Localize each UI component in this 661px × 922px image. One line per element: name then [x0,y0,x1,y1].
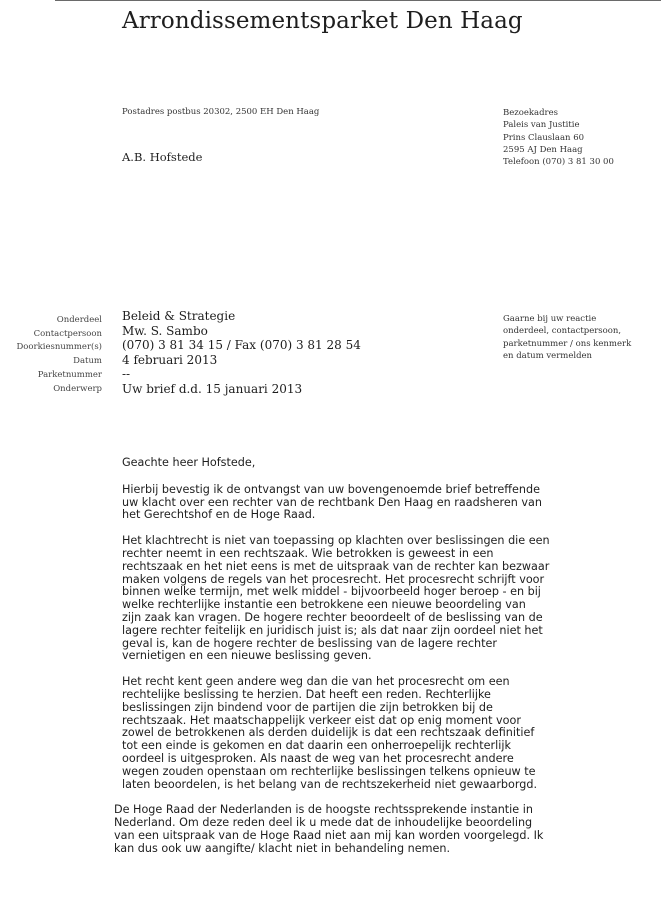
reply-note-line: parketnummer / ons kenmerk [503,338,632,349]
paragraph-line: uw klacht over een rechter van de rechtbank Den Haag en raadsheren van [122,495,542,509]
paragraph-line: De Hoge Raad der Nederlanden is de hoogste rechtssprekende instantie in [114,803,533,817]
visit-address-line: Telefoon (070) 3 81 30 00 [503,157,614,168]
visit-address-line: Prins Clauslaan 60 [503,132,585,143]
postal-address: Postadres postbus 20302, 2500 EH Den Haag [122,107,320,117]
top-rule [55,0,661,1]
paragraph-line: kan dus ook uw aangifte/ klacht niet in behandeling nemen. [114,841,451,855]
paragraph [114,804,654,855]
meta-value-contact: Mw. S. Sambo [122,323,208,338]
meta-label: Contactpersoon [33,328,102,339]
paragraph [122,484,642,522]
paragraph-line: zowel de betrokkenen als derden duidelijk is dat een rechtszaak definitief [122,726,535,740]
recipient-name: A.B. Hofstede [122,150,203,164]
paragraph-line: laten beoordelen, is het belang van de rechtszekerheid niet gewaarborgd. [122,777,538,791]
meta-value-case-number: -- [122,367,131,382]
meta-label: Parketnummer [37,369,102,380]
meta-value-subject: Uw brief d.d. 15 januari 2013 [122,381,303,396]
paragraph [122,676,642,791]
visit-address-line: 2595 AJ Den Haag [503,144,583,155]
paragraph-line: wegen zouden openstaan om rechterlijke beslissingen telkens opnieuw te [122,764,536,778]
visit-address-line: Paleis van Justitie [503,120,580,131]
paragraph-line: Het recht kent geen andere weg dan die van het procesrecht om een [122,675,510,689]
meta-values [122,309,361,397]
paragraph-line: Nederland. Om deze reden deel ik u mede dat de inhoudelijke beoordeling [114,816,533,830]
paragraph-line: rechtelijke beslissing te herzien. Dat heeft een reden. Rechterlijke [122,687,491,701]
paragraph-line: geval is, kan de hogere rechter de beslissing van de lagere rechter [122,636,497,650]
paragraph-line: welke rechterlijke instantie een betrokkene een nieuwe beoordeling van [122,598,526,612]
salutation: Geachte heer Hofstede, [122,456,256,469]
organization-name: Arrondissementsparket Den Haag [122,8,523,34]
paragraph-line: rechtszaak en het niet eens is met de uitspraak van de rechter kan bezwaar [122,559,550,573]
reply-note-line: onderdeel, contactpersoon, [503,326,622,337]
meta-label: Datum [73,356,102,367]
paragraph-line: oordeel is uitgesproken. Als naast de weg van het procesrecht andere [122,751,514,765]
paragraph-line: binnen welke termijn, met welk middel - bijvoorbeeld hoger beroep - en bij [122,585,541,599]
paragraph-line: Het klachtrecht is niet van toepassing op klachten over beslissingen die een [122,534,550,548]
meta-label: Doorkiesnummer(s) [16,342,102,353]
paragraph-line: rechter neemt in een rechtszaak. Wie betrokken is geweest in een [122,546,494,560]
paragraph-line: lagere rechter feitelijk en juridisch juist is; als dat naar zijn oordeel niet het [122,623,543,637]
reply-note-line: Gaarne bij uw reactie [503,314,597,324]
paragraph-line: het Gerechtshof en de Hoge Raad. [122,508,316,522]
meta-label: Onderwerp [53,383,102,394]
meta-label: Onderdeel [56,315,102,325]
paragraph-line: rechtszaak. Het maatschappelijk verkeer eist dat op enig moment voor [122,713,521,727]
visit-address-line: Bezoekadres [503,108,559,118]
paragraph-line: van een uitspraak van de Hoge Raad niet aan mij kan worden voorgelegd. Ik [114,828,544,842]
meta-value-department: Beleid & Strategie [122,309,236,323]
meta-labels [0,314,102,396]
paragraph-line: tot een einde is gekomen en dat daarin een onherroepelijk rechterlijk [122,739,511,753]
paragraph-line: zijn zaak kan vragen. De hogere rechter beoordeelt of de beslissing van de [122,610,543,624]
meta-value-date: 4 februari 2013 [122,352,218,367]
paragraph-line: maken volgens de regels van het procesrecht. Het procesrecht schrijft voor [122,572,545,586]
paragraph-line: vernietigen en een nieuwe beslissing geven. [122,649,372,663]
paragraph-line: beslissingen zijn bindend voor de partijen die zijn betrokken bij de [122,700,493,714]
meta-value-phone: (070) 3 81 34 15 / Fax (070) 3 81 28 54 [122,338,361,353]
visit-address-block [503,107,614,168]
paragraph [122,535,642,663]
reply-note [503,313,631,362]
letter-body [114,456,642,855]
reply-note-line: en datum vermelden [503,350,593,361]
paragraph-line: Hierbij bevestig ik de ontvangst van uw bovengenoemde brief betreffende [122,482,540,496]
